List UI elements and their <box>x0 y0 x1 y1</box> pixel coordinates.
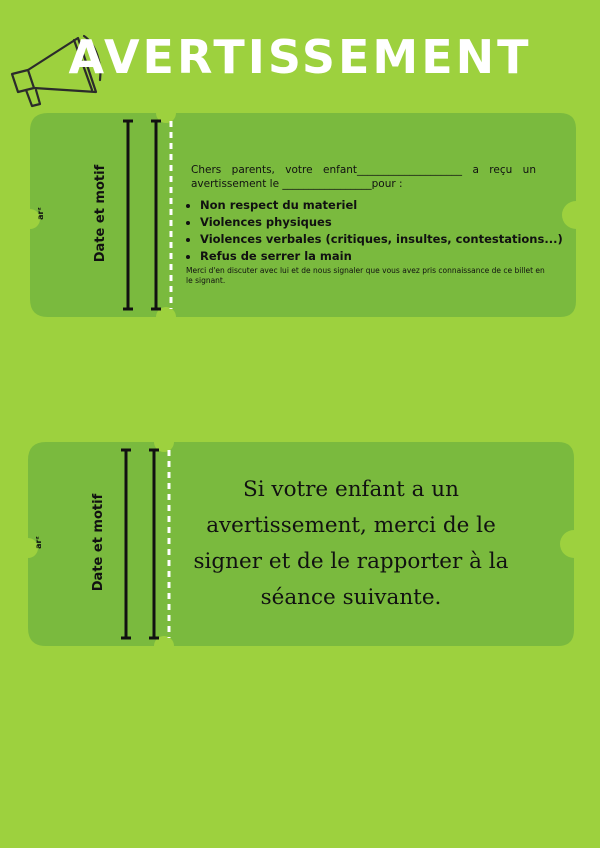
list-item: • Non respect du materiel <box>200 197 563 214</box>
page-title: AVERTISSEMENT <box>68 30 532 84</box>
reasons-list <box>186 197 563 265</box>
intro-text: Chers parents, votre enfant____________________ a reçu un avertissement le _________________pour : <box>191 164 536 190</box>
reminder-ticket <box>28 442 574 646</box>
list-item: • Violences verbales (critiques, insultes, contestations...) <box>200 231 563 248</box>
list-item: • Violences physiques <box>200 214 563 231</box>
stub-tiny-text: arᶻ <box>35 207 45 220</box>
note-text: Merci d'en discuter avec lui et de nous signaler que vous avez pris connaissance de ce billet en le signant. <box>186 266 545 285</box>
warning-ticket <box>30 113 576 317</box>
ticket-body <box>186 163 563 286</box>
stub-tiny-text: arᶻ <box>33 536 43 549</box>
list-item: • Refus de serrer la main <box>200 248 563 265</box>
stub-label: Date et motif <box>91 493 107 592</box>
reminder-message: Si votre enfant a un avertissement, merci de le signer et de le rapporter à la séance suivante. <box>193 477 509 610</box>
stub-label: Date et motif <box>93 164 109 263</box>
